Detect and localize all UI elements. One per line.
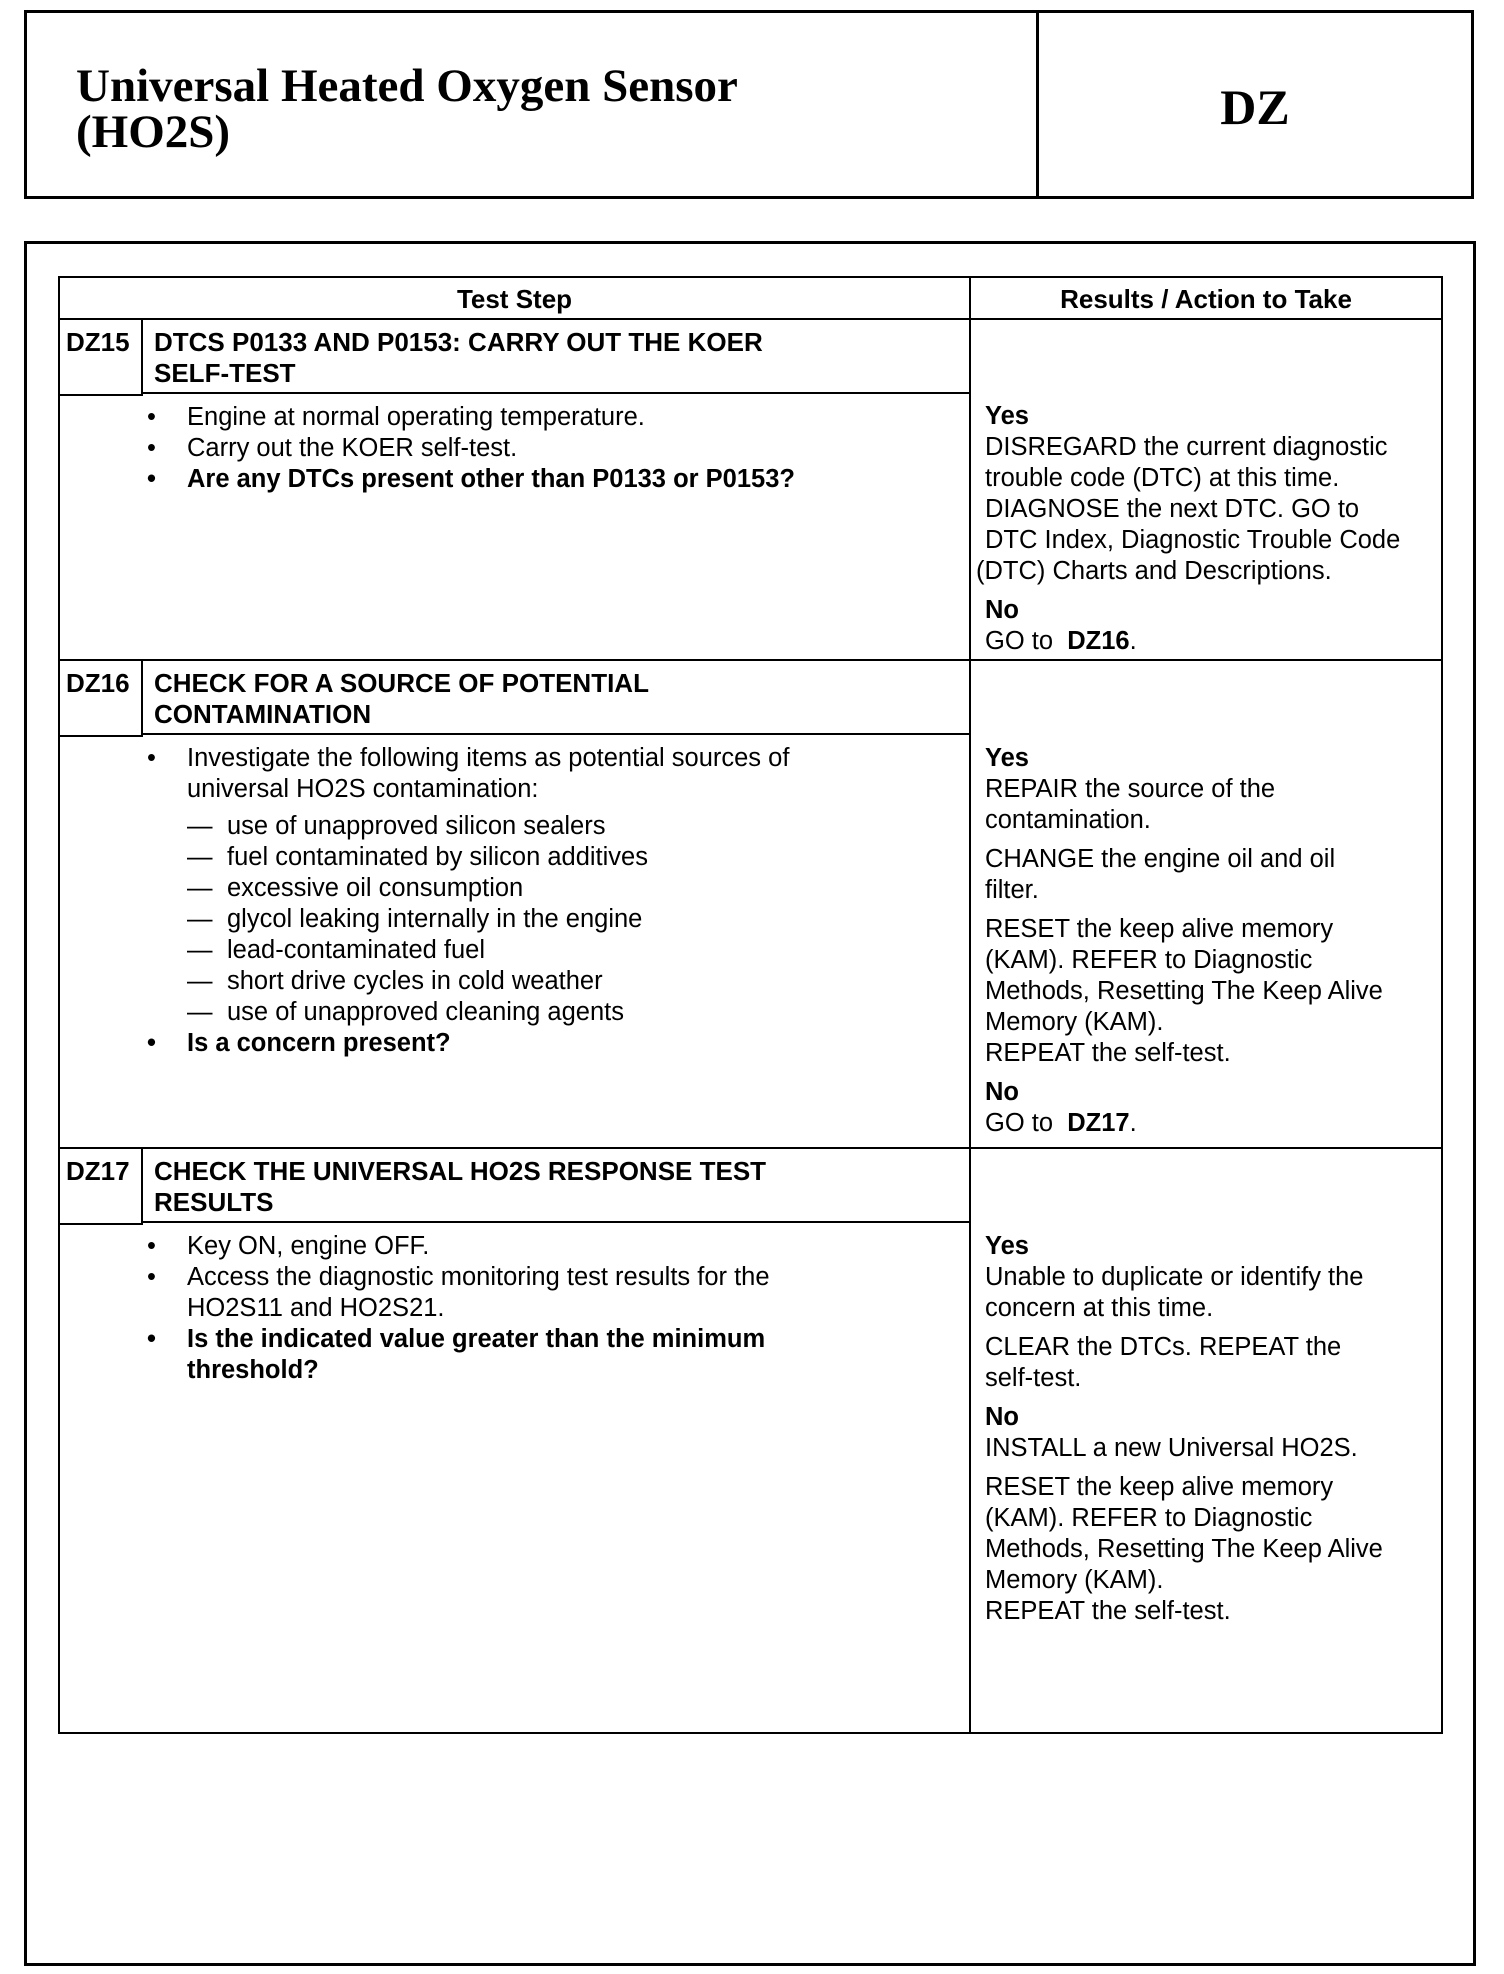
result-line: Methods, Resetting The Keep Alive [985, 1535, 1383, 1563]
step-id: DZ15 [60, 320, 143, 394]
goto-target: DZ16 [1067, 627, 1130, 655]
step-row-dz17 [60, 1149, 1441, 1732]
yes-label: Yes [985, 402, 1029, 430]
step-title [143, 320, 969, 394]
result-line: REPAIR the source of the [985, 775, 1276, 803]
step-title-line: CONTAMINATION [154, 699, 372, 729]
list-item: • Investigate the following items as potential sources of universal HO2S contamination: — use of unapproved silicon sealers — fuel contaminated by silicon additives — excessive oil consumption — glycol leaking internally in the engine — lead-contaminated fuel — short drive cycles in cold weather — use of unapproved cleaning agents [147, 744, 790, 1026]
column-header-results: Results / Action to Take [971, 278, 1441, 320]
question-item: • Is the indicated value greater than the minimum threshold? [147, 1325, 766, 1384]
result-line: Memory (KAM). [985, 1008, 1164, 1036]
divider [60, 735, 143, 737]
test-step-cell [60, 1149, 971, 1732]
result-line: (KAM). REFER to Diagnostic [985, 946, 1313, 974]
step-row-dz16 [60, 661, 1441, 1149]
step-title-line: SELF-TEST [154, 358, 296, 388]
list-item: • Access the diagnostic monitoring test results for the HO2S11 and HO2S21. [147, 1263, 770, 1322]
result-line: INSTALL a new Universal HO2S. [985, 1434, 1358, 1462]
test-step-cell [60, 661, 971, 1147]
no-label: No [985, 596, 1019, 624]
divider [60, 394, 143, 396]
list-item: • Carry out the KOER self-test. [147, 434, 518, 462]
list-item: — glycol leaking internally in the engine [187, 905, 643, 933]
result-line: contamination. [985, 806, 1151, 834]
instruction-list [147, 402, 795, 495]
result-line: self-test. [985, 1364, 1082, 1392]
result-line: Memory (KAM). [985, 1566, 1164, 1594]
results-cell [985, 743, 1435, 1139]
results-cell [985, 1231, 1435, 1627]
step-title [143, 1149, 969, 1223]
no-label: No [985, 1078, 1019, 1106]
section-code: DZ [1220, 78, 1290, 135]
divider [60, 1223, 143, 1225]
list-item: • Key ON, engine OFF. [147, 1232, 430, 1260]
result-line: CLEAR the DTCs. REPEAT the [985, 1333, 1342, 1361]
goto-line: GO to DZ17. [985, 1109, 1137, 1137]
result-line: DISREGARD the current diagnostic [985, 433, 1388, 461]
step-id: DZ17 [60, 1149, 143, 1223]
list-item: — fuel contaminated by silicon additives [187, 843, 648, 871]
title-line-1: Universal Heated Oxygen Sensor [76, 60, 738, 112]
result-line: REPEAT the self-test. [985, 1597, 1231, 1625]
page-header [24, 10, 1474, 199]
instruction-list [147, 743, 789, 1059]
result-line: DTC Index, Diagnostic Trouble Code [985, 526, 1401, 554]
result-line: Unable to duplicate or identify the [985, 1263, 1364, 1291]
no-label: No [985, 1403, 1019, 1431]
result-line: (DTC) Charts and Descriptions. [976, 557, 1332, 585]
diagnostic-steps-table [58, 276, 1443, 1734]
step-title [143, 661, 969, 735]
page-title [27, 13, 1039, 196]
question-item: • Are any DTCs present other than P0133 or P0153? [147, 465, 795, 493]
result-line: CHANGE the engine oil and oil [985, 845, 1336, 873]
list-item: — lead-contaminated fuel [187, 936, 486, 964]
test-step-cell [60, 320, 971, 659]
result-line: DIAGNOSE the next DTC. GO to [985, 495, 1360, 523]
step-title-line: CHECK THE UNIVERSAL HO2S RESPONSE TEST [154, 1156, 767, 1186]
result-line: RESET the keep alive memory [985, 915, 1334, 943]
goto-target: DZ17 [1067, 1109, 1130, 1137]
title-line-2: (HO2S) [76, 106, 231, 158]
question-item: • Is a concern present? [147, 1029, 451, 1057]
result-line: trouble code (DTC) at this time. [985, 464, 1340, 492]
instruction-list [147, 1231, 770, 1386]
yes-label: Yes [985, 744, 1029, 772]
result-line: RESET the keep alive memory [985, 1473, 1334, 1501]
contamination-source-list [187, 811, 789, 1028]
result-line: Methods, Resetting The Keep Alive [985, 977, 1383, 1005]
result-line: REPEAT the self-test. [985, 1039, 1231, 1067]
column-header-test-step: Test Step [60, 278, 971, 320]
step-id: DZ16 [60, 661, 143, 735]
list-item: — use of unapproved silicon sealers [187, 812, 606, 840]
list-item: — short drive cycles in cold weather [187, 967, 603, 995]
result-line: concern at this time. [985, 1294, 1214, 1322]
step-title-line: DTCS P0133 AND P0153: CARRY OUT THE KOER [154, 327, 763, 357]
goto-line: GO to DZ16. [985, 627, 1137, 655]
result-line: (KAM). REFER to Diagnostic [985, 1504, 1313, 1532]
yes-label: Yes [985, 1232, 1029, 1260]
list-item: • Engine at normal operating temperature. [147, 403, 645, 431]
list-item: — use of unapproved cleaning agents [187, 998, 624, 1026]
list-item: — excessive oil consumption [187, 874, 524, 902]
step-title-line: RESULTS [154, 1187, 274, 1217]
result-line: filter. [985, 876, 1039, 904]
results-cell [976, 401, 1435, 657]
step-row-dz15 [60, 320, 1441, 661]
step-title-line: CHECK FOR A SOURCE OF POTENTIAL [154, 668, 649, 698]
